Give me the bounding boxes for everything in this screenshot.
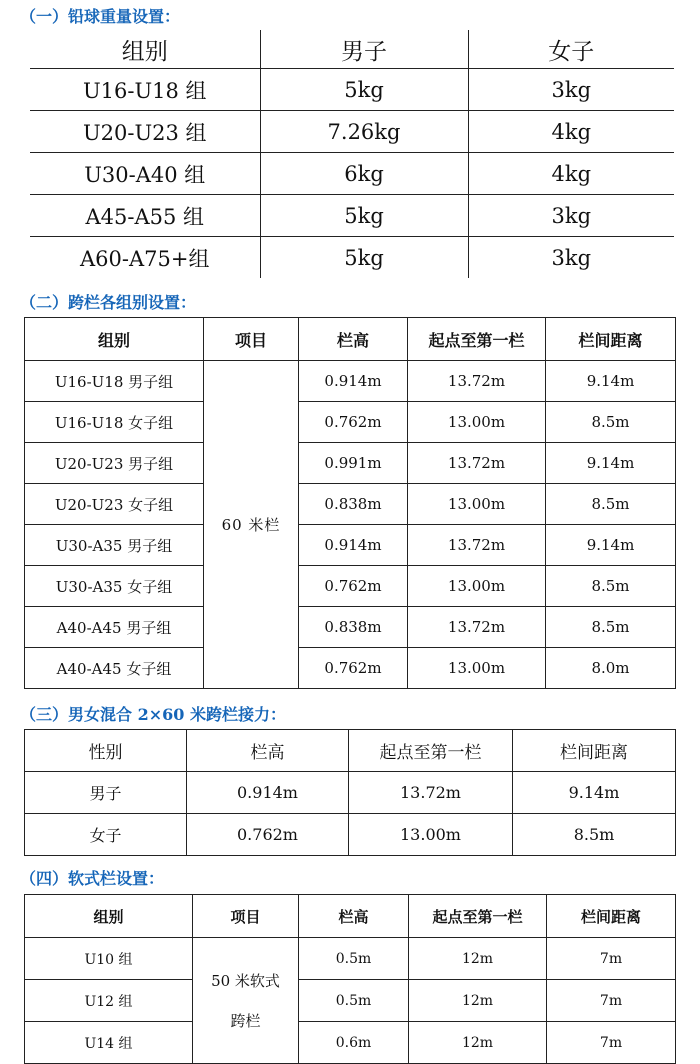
table-header-row bbox=[25, 730, 676, 772]
cell-men: 5kg bbox=[260, 69, 468, 111]
cell-height: 0.5m bbox=[299, 980, 409, 1022]
cell-men: 5kg bbox=[260, 237, 468, 279]
cell-group: U14 组 bbox=[25, 1022, 193, 1064]
table-row bbox=[25, 402, 676, 443]
cell-height: 0.762m bbox=[299, 402, 408, 443]
header-gender: 性别 bbox=[25, 730, 187, 772]
table-header-row bbox=[25, 318, 676, 361]
cell-start: 13.72m bbox=[349, 772, 513, 814]
cell-spacing: 9.14m bbox=[513, 772, 676, 814]
cell-spacing: 8.0m bbox=[546, 648, 676, 689]
cell-group: U16-U18 女子组 bbox=[25, 402, 204, 443]
cell-group: A40-A45 男子组 bbox=[25, 607, 204, 648]
cell-spacing: 9.14m bbox=[546, 443, 676, 484]
cell-group: U30-A35 女子组 bbox=[25, 566, 204, 607]
table-row bbox=[25, 525, 676, 566]
table-header-row bbox=[25, 895, 676, 938]
cell-height: 0.838m bbox=[299, 607, 408, 648]
cell-group: A45-A55 组 bbox=[30, 195, 260, 237]
table-row bbox=[25, 980, 676, 1022]
table-row bbox=[30, 195, 674, 237]
event-line-1: 50 米软式 bbox=[211, 971, 280, 990]
header-group: 组别 bbox=[25, 895, 193, 938]
cell-group: U30-A35 男子组 bbox=[25, 525, 204, 566]
cell-women: 4kg bbox=[468, 153, 674, 195]
table-row bbox=[30, 111, 674, 153]
header-women: 女子 bbox=[468, 30, 674, 69]
table-row bbox=[25, 443, 676, 484]
cell-spacing: 8.5m bbox=[546, 484, 676, 525]
table-row bbox=[30, 69, 674, 111]
header-start-to-first: 起点至第一栏 bbox=[409, 895, 547, 938]
cell-height: 0.914m bbox=[299, 525, 408, 566]
cell-group: A60-A75+组 bbox=[30, 237, 260, 279]
cell-height: 0.762m bbox=[299, 566, 408, 607]
shot-put-weight-table bbox=[30, 30, 674, 278]
event-line-2: 跨栏 bbox=[230, 1011, 261, 1030]
cell-gender: 男子 bbox=[25, 772, 187, 814]
header-event: 项目 bbox=[193, 895, 299, 938]
table-row bbox=[30, 153, 674, 195]
cell-height: 0.838m bbox=[299, 484, 408, 525]
cell-spacing: 7m bbox=[547, 1022, 676, 1064]
cell-height: 0.6m bbox=[299, 1022, 409, 1064]
cell-women: 3kg bbox=[468, 195, 674, 237]
mixed-relay-table bbox=[24, 729, 676, 856]
table-row bbox=[25, 607, 676, 648]
cell-height: 0.914m bbox=[187, 772, 349, 814]
header-hurdle-height: 栏高 bbox=[187, 730, 349, 772]
section1-heading: （一）铅球重量设置： bbox=[20, 7, 181, 26]
cell-spacing: 9.14m bbox=[546, 525, 676, 566]
cell-start: 13.72m bbox=[408, 443, 546, 484]
hurdles-setting-table bbox=[24, 317, 676, 689]
header-hurdle-spacing: 栏间距离 bbox=[546, 318, 676, 361]
section3-heading: （三）男女混合 2×60 米跨栏接力： bbox=[20, 705, 286, 724]
soft-hurdles-table bbox=[24, 894, 676, 1064]
cell-start: 13.00m bbox=[408, 566, 546, 607]
section4-heading: （四）软式栏设置： bbox=[20, 869, 165, 888]
cell-group: U12 组 bbox=[25, 980, 193, 1022]
table-row bbox=[25, 1022, 676, 1064]
cell-men: 7.26kg bbox=[260, 111, 468, 153]
header-hurdle-height: 栏高 bbox=[299, 895, 409, 938]
cell-spacing: 9.14m bbox=[546, 361, 676, 402]
cell-women: 3kg bbox=[468, 69, 674, 111]
cell-spacing: 7m bbox=[547, 980, 676, 1022]
cell-start: 12m bbox=[409, 938, 547, 980]
cell-group: U20-U23 女子组 bbox=[25, 484, 204, 525]
cell-height: 0.762m bbox=[299, 648, 408, 689]
section2-heading: （二）跨栏各组别设置： bbox=[20, 293, 197, 312]
cell-group: A40-A45 女子组 bbox=[25, 648, 204, 689]
cell-start: 13.72m bbox=[408, 525, 546, 566]
cell-group: U10 组 bbox=[25, 938, 193, 980]
cell-start: 13.72m bbox=[408, 361, 546, 402]
cell-start: 13.00m bbox=[408, 402, 546, 443]
table-row bbox=[25, 814, 676, 856]
header-hurdle-spacing: 栏间距离 bbox=[547, 895, 676, 938]
cell-height: 0.914m bbox=[299, 361, 408, 402]
header-event: 项目 bbox=[204, 318, 299, 361]
cell-start: 13.72m bbox=[408, 607, 546, 648]
cell-event bbox=[193, 938, 299, 1064]
cell-men: 5kg bbox=[260, 195, 468, 237]
table-row bbox=[25, 648, 676, 689]
header-group: 组别 bbox=[25, 318, 204, 361]
header-group: 组别 bbox=[30, 30, 260, 69]
table-row bbox=[25, 938, 676, 980]
header-hurdle-spacing: 栏间距离 bbox=[513, 730, 676, 772]
table-row bbox=[25, 566, 676, 607]
table-row bbox=[25, 484, 676, 525]
cell-group: U16-U18 组 bbox=[30, 69, 260, 111]
cell-start: 13.00m bbox=[408, 484, 546, 525]
cell-spacing: 8.5m bbox=[546, 607, 676, 648]
cell-women: 3kg bbox=[551, 245, 592, 270]
cell-spacing: 7m bbox=[547, 938, 676, 980]
cell-start: 12m bbox=[409, 980, 547, 1022]
header-men: 男子 bbox=[260, 30, 468, 69]
cell-height: 0.5m bbox=[299, 938, 409, 980]
cell-height: 0.762m bbox=[187, 814, 349, 856]
cell-spacing: 8.5m bbox=[546, 566, 676, 607]
cell-group: U20-U23 男子组 bbox=[25, 443, 204, 484]
cell-start: 12m bbox=[409, 1022, 547, 1064]
cell-group: U16-U18 男子组 bbox=[25, 361, 204, 402]
cell-group: U20-U23 组 bbox=[30, 111, 260, 153]
cell-start: 13.00m bbox=[349, 814, 513, 856]
cell-height: 0.991m bbox=[299, 443, 408, 484]
header-hurdle-height: 栏高 bbox=[299, 318, 408, 361]
cell-start: 13.00m bbox=[408, 648, 546, 689]
header-start-to-first: 起点至第一栏 bbox=[408, 318, 546, 361]
table-row bbox=[25, 361, 676, 402]
cell-group: U30-A40 组 bbox=[30, 153, 260, 195]
table-header-row bbox=[30, 30, 674, 69]
table-row bbox=[30, 237, 674, 279]
cell-women: 4kg bbox=[468, 111, 674, 153]
table-row bbox=[25, 772, 676, 814]
cell-event: 60 米栏 bbox=[204, 361, 299, 689]
cell-gender: 女子 bbox=[25, 814, 187, 856]
cell-men: 6kg bbox=[260, 153, 468, 195]
cell-spacing: 8.5m bbox=[546, 402, 676, 443]
cell-spacing: 8.5m bbox=[513, 814, 676, 856]
header-start-to-first: 起点至第一栏 bbox=[349, 730, 513, 772]
